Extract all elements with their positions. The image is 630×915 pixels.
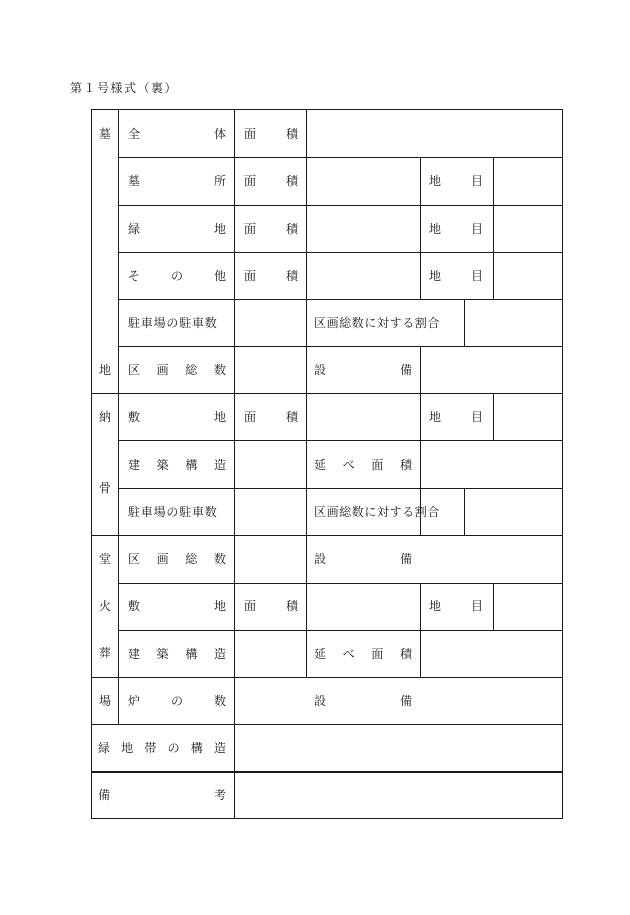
label-ryokuchi: 緑 地: [128, 222, 226, 236]
label-total-plots: 区 画 総 数: [128, 363, 226, 377]
section-kasoba-1: 火: [98, 599, 111, 613]
label-total-plots: 区 画 総 数: [128, 552, 226, 566]
section-bochi-top: 墓: [98, 127, 111, 141]
label-parking-count: 駐車場の駐車数: [128, 316, 218, 330]
section-nokotsudo-2: 骨: [98, 481, 111, 495]
section-nokotsudo-1: 納: [98, 410, 111, 424]
label-greenbelt-structure: 緑 地 帯 の 構 造: [98, 741, 226, 755]
label-furnace-count: 炉 の 数: [128, 694, 226, 708]
label-ratio-to-plots: 区画総数に対する割合: [314, 316, 441, 330]
label-setsubi: 設 備: [314, 694, 412, 708]
label-total-floor-area: 延 べ 面 積: [314, 458, 412, 472]
label-chimoku: 地 目: [429, 222, 483, 236]
label-chimoku: 地 目: [429, 410, 483, 424]
label-menseki: 面 積: [244, 174, 298, 188]
label-parking-count: 駐車場の駐車数: [128, 505, 218, 519]
label-total-floor-area: 延 べ 面 積: [314, 647, 412, 661]
label-menseki: 面 積: [244, 127, 298, 141]
label-shikichi: 敷 地: [128, 599, 226, 613]
section-bochi-bottom: 地: [98, 363, 111, 377]
label-setsubi: 設 備: [314, 363, 412, 377]
label-shikichi: 敷 地: [128, 410, 226, 424]
label-remarks: 備 考: [98, 788, 226, 802]
label-setsubi: 設 備: [314, 552, 412, 566]
label-building-structure: 建 築 構 造: [128, 458, 226, 472]
label-chimoku: 地 目: [429, 599, 483, 613]
form-title: 第１号様式（裏）: [70, 81, 179, 95]
application-form-table: [91, 109, 563, 819]
label-building-structure: 建 築 構 造: [128, 647, 226, 661]
label-chimoku: 地 目: [429, 174, 483, 188]
label-ratio-to-plots: 区画総数に対する割合: [314, 505, 441, 519]
label-bosho: 墓 所: [128, 174, 226, 188]
label-sonota: そ の 他: [128, 269, 226, 283]
label-chimoku: 地 目: [429, 269, 483, 283]
label-menseki: 面 積: [244, 269, 298, 283]
label-menseki: 面 積: [244, 222, 298, 236]
label-menseki: 面 積: [244, 599, 298, 613]
label-zentai: 全 体: [128, 127, 226, 141]
label-menseki: 面 積: [244, 410, 298, 424]
section-nokotsudo-3: 堂: [98, 552, 111, 566]
section-kasoba-3: 場: [98, 694, 111, 708]
section-kasoba-2: 葬: [98, 646, 111, 660]
